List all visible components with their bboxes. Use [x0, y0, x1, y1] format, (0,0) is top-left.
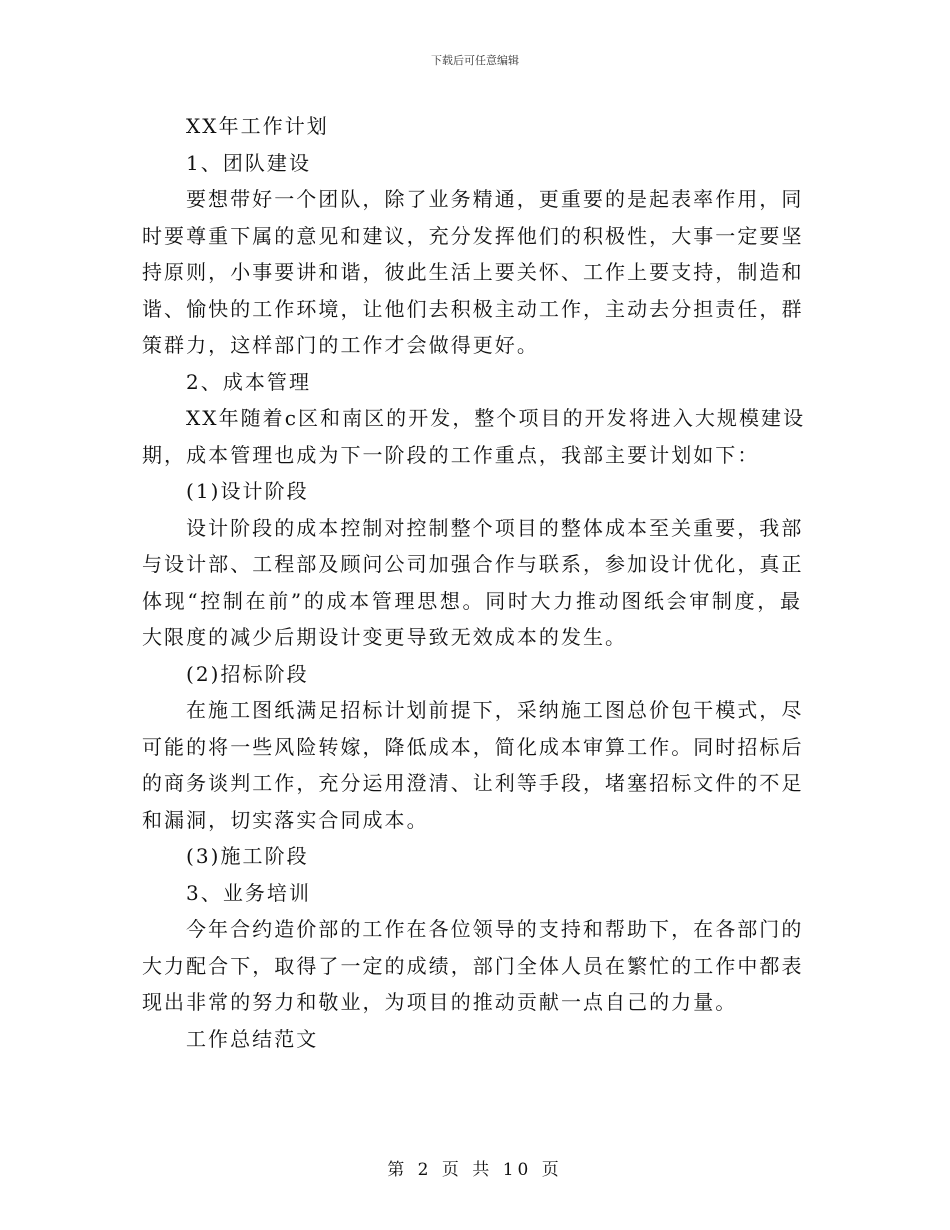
- text-line: 现出非常的努力和敬业，为项目的推动贡献一点自己的力量。: [142, 990, 738, 1014]
- text-line: 谐、愉快的工作环境，让他们去积极主动工作，主动去分担责任，群: [142, 296, 804, 321]
- text-line: (3)施工阶段: [186, 844, 309, 868]
- text-line: 与设计部、工程部及顾问公司加强合作与联系，参加设计优化，真正: [142, 552, 804, 576]
- text-line: 2、成本管理: [186, 369, 312, 394]
- text-line: 大限度的减少后期设计变更导致无效成本的发生。: [142, 625, 628, 649]
- text-line: 持原则，小事要讲和谐，彼此生活上要关怀、工作上要支持，制造和: [142, 260, 804, 284]
- text-line: XX年随着c区和南区的开发，整个项目的开发将进入大规模建设: [186, 406, 806, 430]
- text-line: 在施工图纸满足招标计划前提下，采纳施工图总价包干模式，尽: [186, 698, 804, 722]
- text-line: XX年工作计划: [186, 114, 329, 138]
- text-line: 的商务谈判工作，充分运用澄清、让利等手段，堵塞招标文件的不足: [142, 771, 804, 795]
- text-line: 和漏洞，切实落实合同成本。: [142, 807, 429, 832]
- text-line: 可能的将一些风险转嫁，降低成本，简化成本审算工作。同时招标后: [142, 734, 804, 759]
- text-line: 时要尊重下属的意见和建议，充分发挥他们的积极性，大事一定要坚: [142, 223, 804, 248]
- text-line: 大力配合下，取得了一定的成绩，部门全体人员在繁忙的工作中都表: [142, 953, 804, 978]
- text-line: 今年合约造价部的工作在各位领导的支持和帮助下，在各部门的: [186, 917, 804, 941]
- text-line: 设计阶段的成本控制对控制整个项目的整体成本至关重要，我部: [186, 515, 804, 540]
- text-line: 要想带好一个团队，除了业务精通，更重要的是起表率作用，同: [186, 187, 804, 211]
- page-number: 第 2 页 共 10 页: [387, 1160, 563, 1180]
- text-line: 1、团队建设: [186, 150, 312, 175]
- text-line: (2)招标阶段: [186, 661, 309, 686]
- text-line: 体现“控制在前”的成本管理思想。同时大力推动图纸会审制度，最: [142, 588, 802, 613]
- text-line: 工作总结范文: [186, 1026, 319, 1051]
- document-body: [142, 108, 806, 1057]
- text-line: 策群力，这样部门的工作才会做得更好。: [142, 333, 539, 357]
- text-line: 3、业务培训: [186, 880, 312, 905]
- text-line: (1)设计阶段: [186, 479, 309, 503]
- page-header: 下载后可任意编辑: [431, 54, 519, 67]
- text-line: 期，成本管理也成为下一阶段的工作重点，我部主要计划如下：: [142, 442, 760, 467]
